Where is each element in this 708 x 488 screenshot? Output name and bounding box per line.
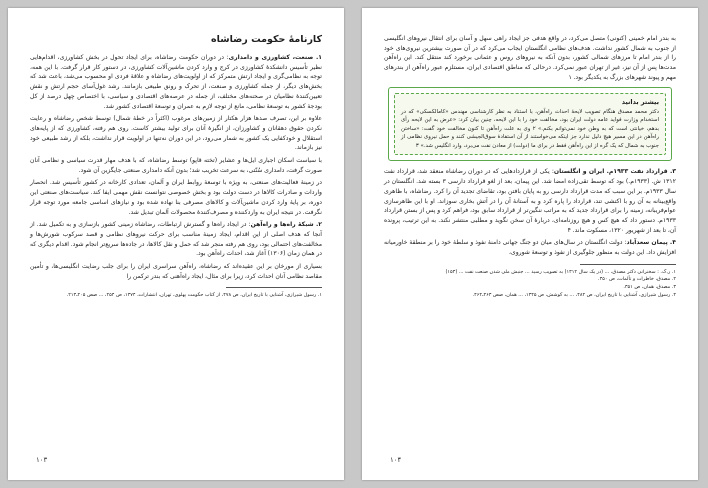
- page-number: ۱۰۴: [390, 456, 402, 464]
- paragraph: [384, 238, 676, 257]
- right-page-content: [384, 34, 676, 299]
- paragraph: [30, 53, 322, 111]
- footnote-divider: [226, 287, 322, 288]
- paragraph-text: بسیاری از مورخان بر این عقیده‌اند که رضاشاه، راه‌آهن سراسری ایران را برای جلب رضایت انگلیسی‌ها، و تأمین مقاصد نظامی آنان احداث کرد، زیرا برای مثال، ایجاد راه‌آهنی که بندر ترکمن را: [30, 263, 322, 280]
- paragraph-lead: ۳. قرارداد نفت ۱۹۳۳م. ایران و انگلستان: [553, 168, 676, 176]
- left-page-content: [30, 34, 322, 300]
- footnote: ۱. ر.ک. : سخنرانی دکتر مصدق، ... (در یک سال ۱۳۱۲) به تصویب رسید ... جنبش ملی شدن صنعت نفت ... (۱۵۳): [445, 268, 676, 275]
- paragraph-lead: ۱. صنعت، کشاورزی و دامداری: [228, 54, 322, 61]
- section-heading: کارنامهٔ حکومت رضاشاه: [211, 34, 322, 45]
- right-page: [362, 8, 698, 480]
- paragraph-text: با سیاست اسکان اجباری ایل‌ها و عشایر (تخته قاپو) توسط رضاشاه، که با هدف مهار قدرت سیاسی و نظامی آنان صورت گرفت، دامداری سُنّتی، به سرعت تخریب شد؛ بدون آنکه دامداری صنعتی جایگزین آن شود.: [30, 157, 322, 174]
- paragraph: [384, 167, 676, 235]
- info-box-title: بیشتر بدانید: [621, 97, 659, 106]
- footnote: ۴. رسول شیرازی، آشنایی با تاریخ ایران، ص ۴۸۲، ... به کوشش، ص ۱۳۴۵، ... همان، صص ۴۶۳ـ۴۶۴.: [472, 291, 676, 298]
- footnote: ۲. مصدق، خاطرات و تألمات، ص ۳۵۰.: [598, 276, 676, 283]
- paragraph-text: : در دوران حکومت رضاشاه، برای ایجاد تحول در بخش کشاورزی، اقدام‌هایی نظیر تأسیس دانشکدهٔ کشاورزی در کرج و وارد کردن ماشین‌آلات کشاورزی، در دستور کار قرار گرفت. با این همه، توجه به نظامی‌گری و ایجاد ارتش متمرکز که از اولویت‌های رضاشاه و علاقهٔ فردی او محسوب می‌شد، باعث شد که بخش‌های دیگر، از جمله کشاورزی و صنعت، از تحرک و رونق طبیعی بازمانند. رشد غول‌آسای حجم ارتش و نقش تعیین‌کنندهٔ نظامیان در صحنه‌های مختلف، از جمله در عرصه‌های اقتصادی و سیاسی، با اختصاص چهل درصد از کل بودجهٔ کشور به توسعهٔ نظامی، مانع از توجه لازم به عمران و توسعهٔ اقتصادی کشور شد.: [30, 54, 322, 110]
- paragraph-text: علاوه بر این، تصرف صدها هزار هکتار از زمین‌های مرغوب (اکثراً در خطهٔ شمال) توسط شخص رضاشاه و رعایت نکردن حقوق دهقانان و کشاورزان، از انگیزهٔ آنان برای تولید بیشتر کاست. روی هم رفته، کشاورزی که از پایه‌های استقلال و خودکفایی یک کشور به شمار می‌رود، در این دوران نه‌تنها در اولویت قرار نداشت، بلکه از رشد طبیعی خود نیز بازماند.: [30, 115, 322, 152]
- left-page: [8, 8, 344, 480]
- paragraph: [30, 114, 322, 153]
- paragraph: [30, 156, 322, 175]
- footnote: ۱. رسول شیرازی، آشنایی با تاریخ ایران، ص ۴۷۸، از کتاب حکومت پهلوی، تهران، انتشارات، ۱۳۷۴، ص ۲۵۴، ... صص ۲۰۵ـ۲۱۳.: [66, 292, 322, 299]
- info-box-text: دکتر محمد مصدق هنگام تصویب لایحهٔ احداث راه‌آهن، با استناد به نظر کارشناسی مهندس «کامالکسکی» که در استخدام وزارت فواید عامه دولت ایران بود، مخالفت خود را با این لایحه، چنین بیان کرد: «عرض به این لایحه رأی بدهم، خیانتی است که به وطن خود نمی‌توانم بکنم.» ۲ وی به علت راه‌آهن تا کنون مخالفت خود گفت: «ساختن راه‌آهن در این مسیر هیچ دلیل ندارد جز اینکه می‌خواستند از آن استفادهٔ سوق‌الجیشی کنند و حمل نیروی نظامی از جنوب به شمال که یک گره از این راه‌آهن فقط در برای ما (دولت) از معادن نفت می‌برد، وارد انگلیس شد.» ۳: [401, 108, 659, 149]
- info-box-inner: [394, 93, 666, 156]
- footnote: ۳. مصدق، همان، ص ۳۵۱.: [623, 284, 676, 290]
- paragraph: [30, 178, 322, 217]
- paragraph-lead: ۲. شبکهٔ راه‌ها و راه‌آهن: [250, 221, 322, 229]
- paragraph-text: : در ایجاد راه‌ها و گسترش ارتباطات، رضاشاه زمینی کشور بازسازی و به تکمیل شد. از آنجا که هدف اصلی از این اقدام، ایجاد زمینهٔ مناسب برای حرکت نیروهای نظامی و قصد سرکوب شورش‌ها و مخالفت‌های احتمالی بود، روی هم رفته منجر شد که حمل و نقل کالاها، در جاده‌ها سریع‌تر انجام شود. اقدام دیگری که در همان زمان (۱۳۰۶) آغاز شد، احداث راه‌آهن بود.: [30, 221, 322, 258]
- paragraph: [30, 220, 322, 259]
- info-box: [388, 87, 672, 162]
- paragraph: [384, 34, 676, 83]
- footnote-divider: [580, 264, 676, 265]
- paragraph-text: : یکی از قراردادهایی که در دوران رضاشاه منعقد شد، قرارداد نفت ۱۳۱۲ ش. (۱۹۳۳م.) بود که توسط تقی‌زاده امضا شد. این پیمان، بعد از لغو قرارداد دارسی ۳ بسته شد. انگلستان در سال ۱۹۳۳م. بر این سبب که مدت قرارداد دارسی رو به پایان بافتن بود، تقاضای تجدید آن را کرد. رضاشاه، با ظاهری واقع‌بینانه به آن رو با اکتشی تند، قرارداد را پاره کرد و به آستانهٔ آن را در آتش بخاری سوزاند. او با این ظاهرسازی عوام‌فریبانه، زمینه را برای قرارداد جدید که به مراتب ننگین‌تر از قرارداد سابق بود، فراهم کرد و پس از بستن قرارداد ۱۹۳۳م. دستور داد که هیچ کس و هیچ روزنامه‌ای، دربارهٔ آن سخن نگوید و مطلبی منتشر نکند. به این ترتیب، پرونده آن، تا بعد از شهریور ۱۳۲۰، مسکوت ماند. ۴: [384, 168, 676, 234]
- paragraph: [30, 262, 322, 281]
- paragraph-text: در زمینهٔ فعالیت‌های صنعتی، به ویژه با توسعهٔ روابط ایران و آلمان، تعدادی کارخانه در کشور تأسیس شد. انحصار واردات و صادرات کالاها در دست دولت بود و بخش خصوصی نتوانست نقش مهمی ایفا کند. سیاست‌های صنعتی این دوره، بر پایهٔ وارد کردن ماشین‌آلات و کالاهای مصرفی بنا نهاده شده بود و نیازهای اساسی جامعه مورد توجه قرار نگرفت. در نتیجه ایران به واردکننده و مصرف‌کنندهٔ محصولات آلمان تبدیل شد.: [30, 179, 322, 216]
- paragraph-text: به بندر امام خمینی (کنونی) متصل می‌کرد، در واقع هدفی جز ایجاد راهی سهل و آسان برای انتقال نیروهای انگلیسی از جنوب به شمال کشور نداشت. هدف‌های نظامی انگلستان ایجاب می‌کرد که در آن صورت بیشترین نیروی‌های خود را از بندر امام تا مرزهای شمالی کشور، بدون آنکه به نیروهای روس و عثمانی برخورد کند منتقل کند. این راه‌آهن مدت‌ها پس از آن نیز، غیر از تهران عبور نمی‌کرد. درحالی که مناطق اقتصادی ایران، مستلزم عبور راه‌آهن از بندرهای مهم و پیوند شهرهای بزرگ به یکدیگر بود. ۱: [384, 35, 676, 81]
- paragraph-lead: ۴. پیمان سعدآباد: [626, 239, 676, 247]
- page-number: ۱۰۳: [36, 456, 48, 464]
- paragraph-text: : دولت انگلستان در سال‌های میان دو جنگ جهانی دامنهٔ نفوذ و سلطهٔ خود را بر منطقهٔ خاورمیانه افزایش داد. این دولت به منظور جلوگیری از نفوذ و توسعهٔ شوروی،: [384, 239, 676, 257]
